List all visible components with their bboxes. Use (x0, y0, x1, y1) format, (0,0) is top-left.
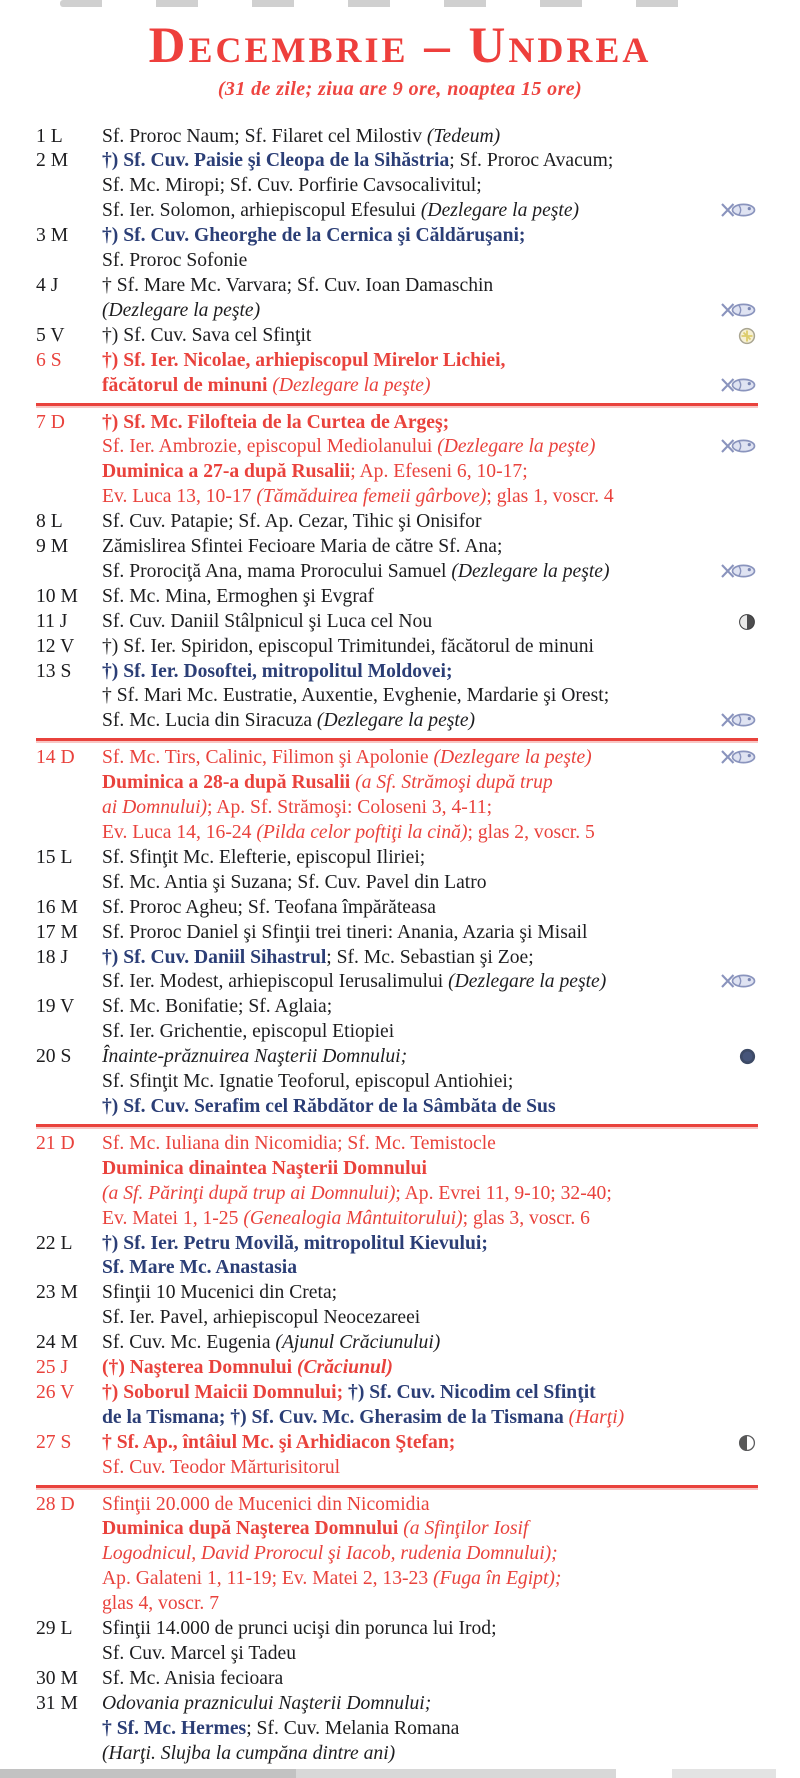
calendar-day-row (36, 535, 760, 585)
calendar-day-row (36, 1331, 760, 1356)
day-feast-entries (102, 1493, 760, 1618)
day-feast-entries (102, 660, 760, 735)
feast-text: †) Sf. Ier. Spiridon, episcopul Trimitundei, făcătorul de minuni (102, 635, 594, 657)
feast-text: Sf. Proroc Sofonie (102, 250, 248, 272)
feast-text: (a Sf. Strămoşi după trup (355, 772, 553, 794)
day-feast-entries (102, 510, 760, 535)
feast-text: (Pilda celor poftiţi la cină) (256, 822, 468, 844)
feast-line (102, 1717, 760, 1742)
feast-text: (Dezlegare la peşte) (420, 200, 580, 222)
week-separator-rule (36, 1485, 758, 1488)
feast-text: ; Sf. Mc. Sebastian şi Zoe; (326, 946, 534, 968)
feast-text: Ev. Matei 1, 1-25 (102, 1207, 244, 1229)
feast-text: Ap. Galateni 1, 11-19; Ev. Matei 2, 13-23 (102, 1568, 434, 1590)
feast-line (102, 374, 760, 399)
feast-text: ; Ap. Evrei 11, 9-10; 32-40; (395, 1182, 612, 1204)
feast-text: Sfinţii 20.000 de Mucenici din Nicomidia (102, 1493, 430, 1515)
feast-text: Înainte-prăznuirea Naşterii Domnului; (102, 1046, 408, 1068)
feast-line (102, 995, 760, 1020)
day-number-label: 3 M (36, 225, 69, 247)
feast-text: Sf. Mare Mc. Anastasia (102, 1257, 298, 1279)
day-number-label: 17 M (36, 921, 78, 943)
feast-line (102, 485, 760, 510)
calendar-day-row (36, 1356, 760, 1381)
day-feast-entries (102, 224, 760, 274)
feast-text: †) Sf. Ier. Petru Movilă, mitropolitul Kievului; (102, 1232, 488, 1254)
feast-text: Duminica a 28-a după Rusalii (102, 772, 356, 794)
feast-text: Ev. Luca 14, 16-24 (102, 822, 257, 844)
week-separator-rule (36, 403, 758, 406)
page-title: Decembrie – Undrea (148, 18, 652, 74)
fish-icon (720, 438, 756, 454)
feast-text: Sf. Mc. Iuliana din Nicomidia; Sf. Mc. Temistocle (102, 1132, 496, 1154)
calendar-day-row (36, 125, 760, 150)
day-number-label: 29 L (36, 1618, 73, 1640)
feast-text: ; Sf. Cuv. Melania Romana (246, 1717, 460, 1739)
day-feast-entries (102, 746, 760, 846)
feast-line (102, 1306, 760, 1331)
day-feast-entries (102, 535, 760, 585)
feast-text: Sf. Proroc Agheu; Sf. Teofana împărăteasa (102, 896, 436, 918)
feast-text: †) Sf. Cuv. Daniil Sihastrul (102, 946, 327, 968)
feast-line (102, 970, 760, 995)
feast-text: Sf. Proroc Daniel şi Sfinţii trei tineri: Anania, Azaria şi Misail (102, 921, 588, 943)
feast-line (102, 324, 760, 349)
calendar-day-row (36, 274, 760, 324)
feast-line (102, 560, 760, 585)
feast-text: Sf. Sfinţit Mc. Ignatie Teoforul, episcopul Antiohiei; (102, 1071, 514, 1093)
feast-text: Sf. Mc. Tirs, Calinic, Filimon şi Apolonie (102, 747, 434, 769)
day-feast-entries (102, 1356, 760, 1381)
feast-line (102, 1045, 760, 1070)
week-separator-rule (36, 1124, 758, 1127)
feast-text: ai Domnului) (102, 797, 208, 819)
feast-text: Sfinţii 14.000 de prunci ucişi din porunca lui Irod; (102, 1618, 497, 1640)
feast-text: Sf. Ier. Modest, arhiepiscopul Ierusalimului (102, 971, 449, 993)
day-feast-entries (102, 125, 760, 150)
day-number-label: 30 M (36, 1667, 78, 1689)
feast-text: Sf. Mc. Anisia fecioara (102, 1667, 284, 1689)
feast-text: (Dezlegare la peşte) (316, 710, 476, 732)
feast-text: †) Sf. Ier. Dosoftei, mitropolitul Moldovei; (102, 660, 453, 682)
fish-icon (720, 973, 756, 989)
day-feast-entries (102, 1132, 760, 1232)
feast-text: Sf. Ier. Solomon, arhiepiscopul Efesului (102, 200, 421, 222)
day-number-label: 20 S (36, 1046, 72, 1068)
day-number-label: 14 D (36, 747, 75, 769)
day-feast-entries (102, 921, 760, 946)
calendar-day-row (36, 1493, 760, 1618)
feast-line (102, 1456, 760, 1481)
feast-line (102, 435, 760, 460)
day-feast-entries (102, 1331, 760, 1356)
feast-text: (Tedeum) (426, 125, 501, 147)
feast-line (102, 1020, 760, 1045)
feast-line (102, 1592, 760, 1617)
day-feast-entries (102, 324, 760, 349)
feast-text: (Dezlegare la peşte) (437, 436, 596, 458)
feast-text: (Harţi. Slujba la cumpăna dintre ani) (102, 1742, 396, 1764)
feast-line (102, 1182, 760, 1207)
first-quarter-moon-icon (738, 1434, 756, 1452)
calendar-day-row (36, 1281, 760, 1331)
feast-text: ; Ap. Sf. Strămoşi: Coloseni 3, 4-11; (207, 797, 493, 819)
feast-line (102, 746, 760, 771)
day-feast-entries (102, 1281, 760, 1331)
feast-line (102, 1356, 760, 1381)
feast-line (102, 1406, 760, 1431)
calendar-day-row (36, 510, 760, 535)
calendar-day-row (36, 946, 760, 996)
day-number-label: 25 J (36, 1357, 69, 1379)
feast-line (102, 1642, 760, 1667)
feast-text: †) Sf. Ier. Nicolae, arhiepiscopul Mirelor Lichiei, (102, 349, 506, 371)
calendar-day-row (36, 1132, 760, 1232)
fish-icon (720, 202, 756, 218)
feast-text: Sf. Cuv. Marcel şi Tadeu (102, 1643, 296, 1665)
fish-icon (720, 302, 756, 318)
feast-line (102, 174, 760, 199)
page-subtitle: (31 de zile; ziua are 9 ore, noaptea 15 ore) (217, 77, 583, 100)
day-number-label: 10 M (36, 585, 78, 607)
calendar-day-row (36, 585, 760, 610)
feast-line (102, 1157, 760, 1182)
scan-artifact-top (60, 0, 700, 7)
feast-text: Sf. Mc. Mina, Ermoghen şi Evgraf (102, 585, 375, 607)
day-feast-entries (102, 946, 760, 996)
feast-text: †) Sf. Cuv. Sava cel Sfinţit (102, 324, 312, 346)
day-number-label: 28 D (36, 1493, 75, 1515)
feast-text: Sf. Mc. Antia şi Suzana; Sf. Cuv. Pavel din Latro (102, 871, 487, 893)
day-number-label: 27 S (36, 1431, 72, 1453)
feast-text: †) Sf. Cuv. Paisie şi Cleopa de la Sihăstria (102, 150, 450, 172)
feast-line (102, 125, 760, 150)
feast-line (102, 1667, 760, 1692)
fish-icon (720, 377, 756, 393)
day-feast-entries (102, 995, 760, 1045)
feast-text: (a Sfinţilor Iosif (403, 1518, 529, 1540)
feast-text: Sf. Cuv. Patapie; Sf. Ap. Cezar, Tihic şi Onisifor (102, 511, 482, 533)
feast-line (102, 1692, 760, 1717)
day-number-label: 21 D (36, 1132, 75, 1154)
day-number-label: 4 J (36, 274, 59, 296)
feast-text: (Harţi) (568, 1406, 625, 1428)
feast-text: Sf. Cuv. Daniil Stâlpnicul şi Luca cel Nou (102, 610, 433, 632)
feast-line (102, 1567, 760, 1592)
feast-text: (Crăciunul) (297, 1357, 393, 1379)
feast-text: Sf. Cuv. Teodor Mărturisitorul (102, 1456, 341, 1478)
day-number-label: 22 L (36, 1232, 73, 1254)
feast-line (102, 821, 760, 846)
feast-text: (Dezlegare la peşte) (433, 747, 592, 769)
feast-line (102, 1617, 760, 1642)
feast-line (102, 1132, 760, 1157)
day-number-label: 26 V (36, 1381, 75, 1403)
calendar-day-row (36, 1381, 760, 1431)
day-feast-entries (102, 1045, 760, 1120)
day-number-label: 31 M (36, 1692, 78, 1714)
feast-text: glas 4, voscr. 7 (102, 1593, 220, 1615)
day-number-label: 11 J (36, 610, 68, 632)
feast-line (102, 1095, 760, 1120)
calendar-day-row (36, 1045, 760, 1120)
feast-text: făcătorul de minuni (102, 374, 273, 396)
feast-text: Duminica dinaintea Naşterii Domnului (102, 1157, 427, 1179)
feast-text: (Tămăduirea femeii gârbove) (256, 486, 487, 508)
calendar-day-row (36, 324, 760, 349)
day-feast-entries (102, 585, 760, 610)
feast-text: Sf. Mc. Miropi; Sf. Cuv. Porfirie Cavsocalivitul; (102, 175, 482, 197)
feast-line (102, 1431, 760, 1456)
day-number-label: 12 V (36, 635, 75, 657)
feast-line (102, 709, 760, 734)
feast-line (102, 1232, 760, 1257)
feast-line (102, 585, 760, 610)
feast-line (102, 1517, 760, 1542)
feast-line (102, 771, 760, 796)
feast-line (102, 460, 760, 485)
day-number-label: 24 M (36, 1332, 78, 1354)
feast-line (102, 635, 760, 660)
calendar-day-row (36, 660, 760, 735)
calendar-day-row (36, 1232, 760, 1282)
feast-text: † Sf. Mare Mc. Varvara; Sf. Cuv. Ioan Damaschin (102, 274, 494, 296)
calendar-day-row (36, 1431, 760, 1481)
feast-text: (Dezlegare la peşte) (448, 971, 607, 993)
day-feast-entries (102, 1232, 760, 1282)
calendar-day-row (36, 610, 760, 635)
feast-line (102, 1381, 760, 1406)
feast-line (102, 411, 760, 436)
feast-line (102, 535, 760, 560)
feast-text: Sf. Prorociţă Ana, mama Prorocului Samuel (102, 560, 452, 582)
feast-line (102, 249, 760, 274)
feast-text: Sf. Proroc Naum; Sf. Filaret cel Milostiv (102, 125, 427, 147)
day-number-label: 7 D (36, 411, 65, 433)
feast-text: Sf. Ier. Ambrozie, episcopul Mediolanului (102, 436, 438, 458)
feast-line (102, 871, 760, 896)
fish-icon (720, 563, 756, 579)
fish-icon (720, 749, 756, 765)
calendar-day-list (36, 125, 760, 1767)
feast-text: Sfinţii 10 Mucenici din Creta; (102, 1282, 338, 1304)
calendar-day-row (36, 149, 760, 224)
feast-line (102, 149, 760, 174)
feast-line (102, 684, 760, 709)
feast-text: (Fuga în Egipt); (433, 1568, 562, 1590)
feast-line (102, 796, 760, 821)
feast-text: Ev. Luca 13, 10-17 (102, 486, 257, 508)
calendar-day-row (36, 349, 760, 399)
last-quarter-moon-icon (738, 613, 756, 631)
day-feast-entries (102, 1381, 760, 1431)
calendar-day-row (36, 995, 760, 1045)
feast-text: Sf. Mc. Lucia din Siracuza (102, 710, 317, 732)
feast-text: de la Tismana; †) Sf. Cuv. Mc. Gherasim de la Tismana (102, 1406, 569, 1428)
new-moon-icon (739, 1048, 756, 1065)
feast-line (102, 1256, 760, 1281)
day-feast-entries (102, 1692, 760, 1767)
feast-text: ; glas 2, voscr. 5 (467, 822, 595, 844)
week-separator-rule (36, 738, 758, 741)
day-number-label: 1 L (36, 125, 63, 147)
day-feast-entries (102, 411, 760, 511)
day-number-label: 15 L (36, 846, 73, 868)
calendar-day-row (36, 411, 760, 511)
feast-line (102, 349, 760, 374)
feast-text: Duminica după Naşterea Domnului (102, 1518, 404, 1540)
full-moon-icon (738, 327, 756, 345)
calendar-day-row (36, 1617, 760, 1667)
scan-artifact-bottom (0, 1769, 800, 1778)
feast-text: ; glas 1, voscr. 4 (486, 486, 614, 508)
feast-text: † Sf. Mari Mc. Eustratie, Auxentie, Evghenie, Mardarie şi Orest; (102, 685, 610, 707)
feast-text: (†) Naşterea Domnului (102, 1357, 298, 1379)
feast-line (102, 1542, 760, 1567)
feast-line (102, 896, 760, 921)
feast-line (102, 1281, 760, 1306)
feast-text: (Genealogia Mântuitorului) (243, 1207, 463, 1229)
feast-line (102, 224, 760, 249)
calendar-day-row (36, 1667, 760, 1692)
feast-text: (Dezlegare la peşte) (102, 299, 261, 321)
feast-text: Sf. Cuv. Mc. Eugenia (102, 1332, 276, 1354)
day-feast-entries (102, 896, 760, 921)
feast-line (102, 660, 760, 685)
calendar-day-row (36, 224, 760, 274)
feast-text: ; Ap. Efeseni 6, 10-17; (350, 461, 528, 483)
feast-text: (Dezlegare la peşte) (272, 374, 431, 396)
feast-text: †) Sf. Mc. Filofteia de la Curtea de Argeş; (102, 411, 450, 433)
feast-line (102, 1207, 760, 1232)
day-number-label: 8 L (36, 511, 63, 533)
day-feast-entries (102, 149, 760, 224)
day-number-label: 9 M (36, 536, 69, 558)
day-feast-entries (102, 274, 760, 324)
calendar-day-row (36, 746, 760, 846)
day-number-label: 18 J (36, 946, 69, 968)
feast-text: Sf. Sfinţit Mc. Elefterie, episcopul Iliriei; (102, 846, 426, 868)
calendar-day-row (36, 846, 760, 896)
feast-text: (Dezlegare la peşte) (451, 560, 610, 582)
day-number-label: 5 V (36, 324, 65, 346)
feast-line (102, 1742, 760, 1767)
calendar-day-row (36, 1692, 760, 1767)
calendar-day-row (36, 921, 760, 946)
feast-line (102, 274, 760, 299)
feast-line (102, 1493, 760, 1518)
day-number-label: 13 S (36, 660, 72, 682)
day-number-label: 19 V (36, 996, 75, 1018)
calendar-day-row (36, 635, 760, 660)
feast-line (102, 299, 760, 324)
feast-text: Sf. Ier. Pavel, arhiepiscopul Neocezareei (102, 1307, 421, 1329)
feast-text: †) Sf. Cuv. Gheorghe de la Cernica şi Căldăruşani; (102, 225, 526, 247)
feast-line (102, 946, 760, 971)
feast-text: †) Soborul Maicii Domnului; (102, 1381, 349, 1403)
feast-line (102, 1331, 760, 1356)
feast-text: Logodnicul, David Prorocul şi Iacob, rudenia Domnului); (102, 1543, 558, 1565)
day-feast-entries (102, 610, 760, 635)
feast-text: Sf. Mc. Bonifatie; Sf. Aglaia; (102, 996, 333, 1018)
day-number-label: 2 M (36, 150, 69, 172)
feast-text: ; Sf. Proroc Avacum; (449, 150, 614, 172)
day-feast-entries (102, 1667, 760, 1692)
feast-text: Duminica a 27-a după Rusalii (102, 461, 351, 483)
feast-line (102, 921, 760, 946)
feast-text: (Ajunul Crăciunului) (275, 1332, 441, 1354)
feast-text: ; glas 3, voscr. 6 (462, 1207, 590, 1229)
feast-text: Odovania praznicului Naşterii Domnului; (102, 1692, 432, 1714)
day-feast-entries (102, 1431, 760, 1481)
feast-text: †) Sf. Cuv. Serafim cel Răbdător de la Sâmbăta de Sus (102, 1095, 556, 1117)
feast-text: † Sf. Mc. Hermes (102, 1717, 247, 1739)
day-feast-entries (102, 349, 760, 399)
calendar-day-row (36, 896, 760, 921)
fish-icon (720, 712, 756, 728)
feast-text: Sf. Ier. Grichentie, episcopul Etiopiei (102, 1021, 395, 1043)
feast-text: (a Sf. Părinţi după trup ai Domnului) (102, 1182, 396, 1204)
feast-line (102, 846, 760, 871)
feast-line (102, 610, 760, 635)
day-feast-entries (102, 846, 760, 896)
day-feast-entries (102, 635, 760, 660)
feast-text: † Sf. Ap., întâiul Mc. şi Arhidiacon Ştefan; (102, 1431, 456, 1453)
day-number-label: 16 M (36, 896, 78, 918)
feast-text: Zămislirea Sfintei Fecioare Maria de către Sf. Ana; (102, 536, 503, 558)
feast-text: †) Sf. Cuv. Nicodim cel Sfinţit (348, 1381, 596, 1403)
day-number-label: 23 M (36, 1282, 78, 1304)
day-number-label: 6 S (36, 349, 62, 371)
day-feast-entries (102, 1617, 760, 1667)
feast-line (102, 1070, 760, 1095)
feast-line (102, 510, 760, 535)
feast-line (102, 199, 760, 224)
